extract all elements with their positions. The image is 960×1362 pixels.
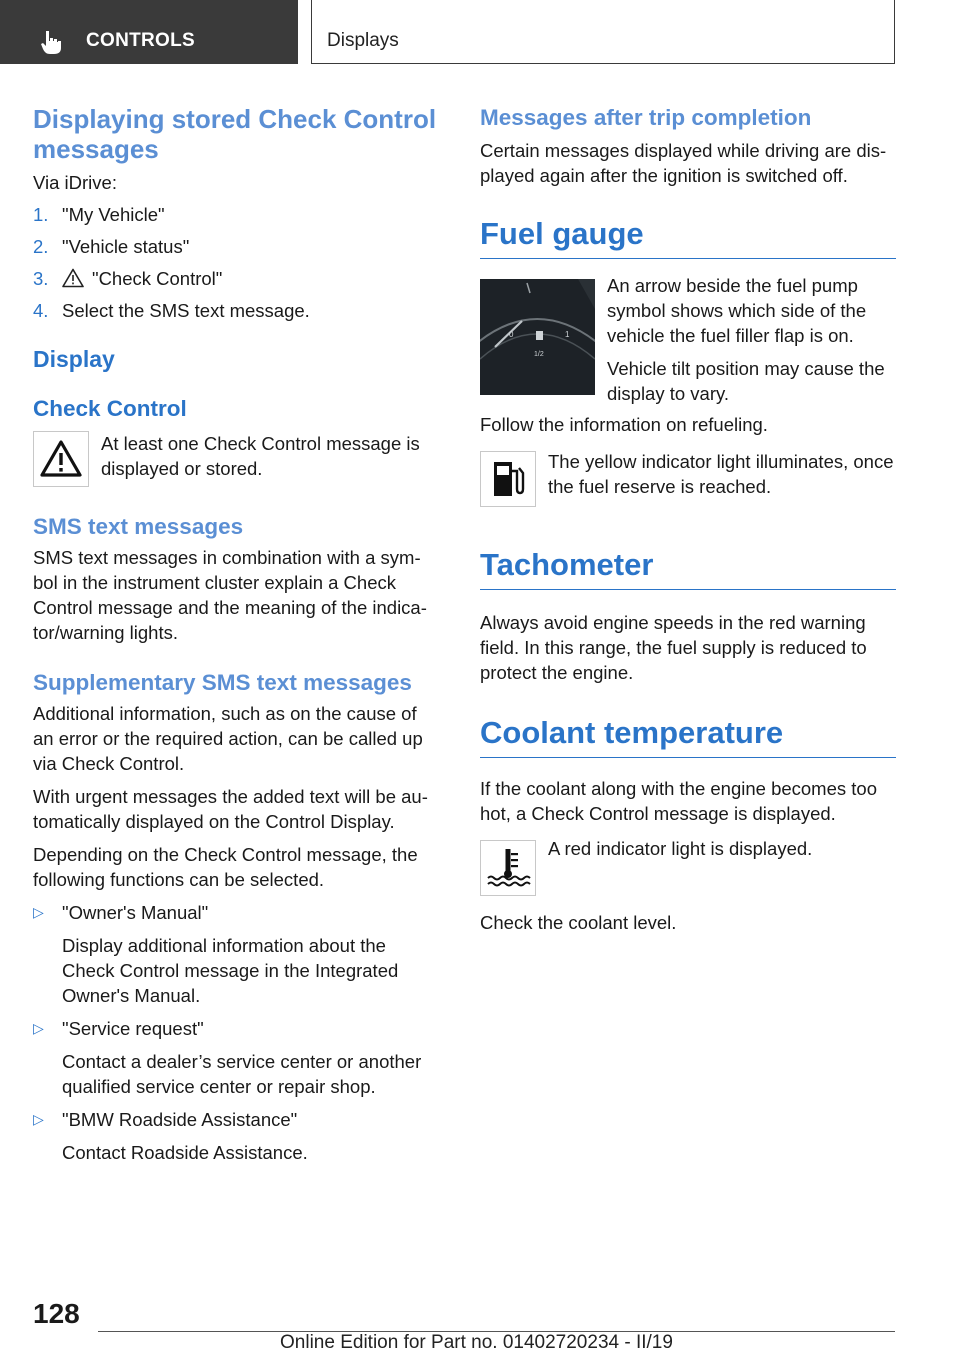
right-column	[480, 104, 896, 935]
function-desc: Contact Roadside Assistance.	[62, 1142, 308, 1163]
left-column	[33, 104, 441, 1165]
coolant-temperature-icon	[485, 845, 531, 891]
warning-indicator-box	[33, 431, 89, 487]
fuel-gauge-text	[607, 273, 896, 406]
fuel-gauge-photo	[480, 279, 595, 395]
fuel-follow-text: Follow the information on refueling.	[480, 414, 768, 435]
step-text: Select the SMS text message.	[62, 300, 310, 321]
check-control-row	[33, 431, 441, 487]
list-item	[33, 202, 441, 227]
step-number: 1.	[33, 204, 49, 225]
supp-paragraph-2: With urgent messages the added text will be au-tomatically displayed on the Control Display.	[33, 786, 428, 832]
section-tab	[0, 0, 298, 64]
list-item	[33, 1016, 441, 1099]
list-item	[33, 266, 441, 291]
via-idrive-text: Via iDrive:	[33, 172, 117, 193]
list-item	[33, 1107, 441, 1165]
heading-sms: SMS text messages	[33, 514, 244, 539]
gauge-label-one: 1	[565, 330, 570, 339]
triangle-bullet-icon: ▷	[33, 904, 44, 920]
list-item	[33, 900, 441, 1008]
page-number: 128	[33, 1298, 80, 1329]
fuel-paragraph-1: An arrow beside the fuel pump symbol shows which side of the vehicle the fuel filler flap is on.	[607, 275, 867, 346]
gauge-label-half: 1/2	[534, 351, 544, 358]
function-title: "Owner's Manual"	[62, 902, 209, 923]
supp-paragraph-3: Depending on the Check Control message, the following functions can be selected.	[33, 844, 418, 890]
fuel-indicator-box	[480, 451, 536, 507]
heading-display: Display	[33, 346, 115, 372]
chapter-tab	[311, 0, 895, 64]
supp-paragraph-1: Additional information, such as on the cause of an error or the required action, can be called up via Check Control.	[33, 703, 423, 774]
step-text: "Check Control"	[92, 268, 223, 289]
triangle-bullet-icon: ▷	[33, 1020, 44, 1036]
heading-check-control: Check Control	[33, 396, 187, 421]
steps-list	[33, 202, 441, 323]
heading-coolant: Coolant temperature	[480, 713, 896, 758]
coolant-light-row	[480, 840, 896, 896]
list-item	[33, 234, 441, 259]
step-number: 2.	[33, 236, 49, 257]
triangle-bullet-icon: ▷	[33, 1111, 44, 1127]
function-desc: Display additional information about the Check Control message in the Integrated Owner's Manual.	[62, 935, 399, 1006]
chapter-label: Displays	[327, 30, 399, 51]
trip-text: Certain messages displayed while driving are dis-played again after the ignition is switched off.	[480, 140, 887, 186]
edition-text: Online Edition for Part no. 01402720234 - II/19	[280, 1332, 673, 1353]
step-text: "My Vehicle"	[62, 204, 165, 225]
check-control-text: At least one Check Control message is displayed or stored.	[101, 433, 420, 479]
fuel-gauge-row	[480, 275, 896, 406]
function-title: "Service request"	[62, 1018, 204, 1039]
functions-list	[33, 900, 441, 1165]
section-label: CONTROLS	[86, 30, 196, 51]
step-number: 3.	[33, 268, 49, 289]
hand-pointer-icon	[40, 30, 64, 54]
fuel-paragraph-2: Vehicle tilt position may cause the display to vary.	[607, 358, 885, 404]
fuel-light-row	[480, 451, 896, 507]
fuel-pump-icon	[491, 459, 525, 499]
warning-triangle-icon	[62, 268, 84, 288]
coolant-text: If the coolant along with the engine becomes too hot, a Check Control message is displayed.	[480, 778, 877, 824]
coolant-light-text: A red indicator light is displayed.	[548, 838, 813, 859]
heading-tachometer: Tachometer	[480, 545, 896, 590]
coolant-check-text: Check the coolant level.	[480, 912, 677, 933]
coolant-indicator-box	[480, 840, 536, 896]
function-desc: Contact a dealer’s service center or another qualified service center or repair shop.	[62, 1051, 422, 1097]
fuel-gauge-image	[480, 279, 595, 395]
heading-supplementary-sms: Supplementary SMS text messages	[33, 670, 412, 695]
tachometer-text: Always avoid engine speeds in the red warning field. In this range, the fuel supply is reduced to protect the engine.	[480, 612, 867, 683]
heading-stored-messages: Displaying stored Check Control messages	[33, 104, 437, 164]
gauge-label-zero: 0	[509, 330, 514, 339]
warning-triangle-icon	[39, 439, 83, 479]
fuel-light-text: The yellow indicator light illuminates, once the fuel reserve is reached.	[548, 451, 894, 497]
function-title: "BMW Roadside Assistance"	[62, 1109, 298, 1130]
list-item	[33, 298, 441, 323]
step-number: 4.	[33, 300, 49, 321]
heading-trip-completion: Messages after trip completion	[480, 105, 812, 130]
heading-fuel-gauge: Fuel gauge	[480, 214, 896, 259]
sms-text: SMS text messages in combination with a sym-bol in the instrument cluster explain a Check Control message and the meaning of the indica-tor/warning lights.	[33, 547, 427, 643]
step-text: "Vehicle status"	[62, 236, 190, 257]
